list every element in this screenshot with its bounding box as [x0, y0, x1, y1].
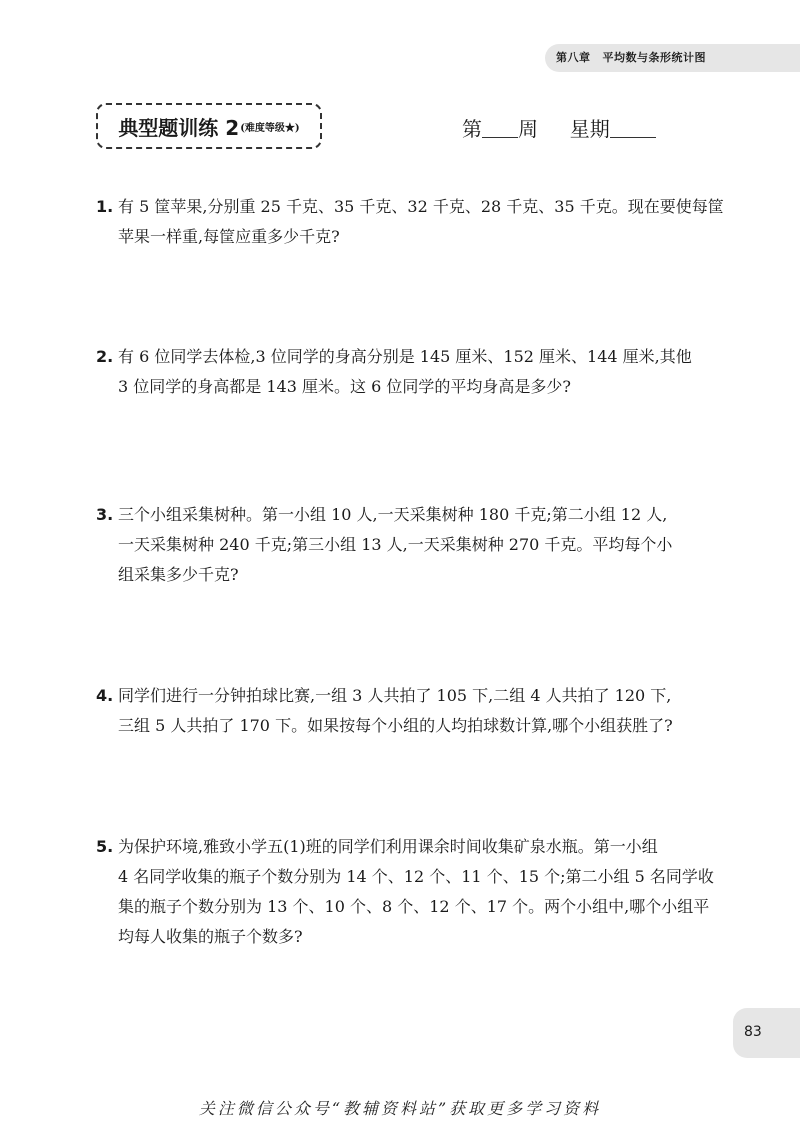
question-number: 3. [96, 505, 114, 524]
question-line: 同学们进行一分钟拍球比赛,一组 3 人共拍了 105 下,二组 4 人共拍了 120 下, [118, 686, 672, 705]
difficulty-label: (难度等级★) [240, 122, 300, 134]
question-line: 组采集多少千克? [118, 565, 239, 584]
question-line: 均每人收集的瓶子个数多? [118, 927, 303, 946]
chapter-topic: 平均数与条形统计图 [602, 51, 706, 64]
question-line: 集的瓶子个数分别为 13 个、10 个、8 个、12 个、17 个。两个小组中,哪个小组平 [118, 897, 710, 916]
footer-note: 关注微信公众号“教辅资料站”获取更多学习资料 [198, 1099, 602, 1118]
question-line: 一天采集树种 240 千克;第三小组 13 人,一天采集树种 270 千克。平均每个小 [118, 535, 673, 554]
question-5 [96, 832, 716, 952]
question-line: 为保护环境,雅致小学五(1)班的同学们利用课余时间收集矿泉水瓶。第一小组 [118, 837, 658, 856]
question-number: 5. [96, 837, 114, 856]
chapter-label: 第八章 [556, 51, 591, 64]
page-number: 83 [744, 1024, 762, 1040]
question-line: 三个小组采集树种。第一小组 10 人,一天采集树种 180 千克;第二小组 12 人, [118, 505, 668, 524]
section-title: 典型题训练 2 [118, 115, 240, 140]
question-3 [96, 500, 716, 590]
week-prefix: 第 [462, 117, 482, 141]
weekday-label: 星期 [569, 117, 610, 141]
week-suffix: 周 [518, 117, 538, 141]
question-line: 4 名同学收集的瓶子个数分别为 14 个、12 个、11 个、15 个;第二小组 5 名同学收 [118, 867, 714, 886]
question-line: 三组 5 人共拍了 170 下。如果按每个小组的人均拍球数计算,哪个小组获胜了? [118, 716, 673, 735]
question-line: 有 5 筐苹果,分别重 25 千克、35 千克、32 千克、28 千克、35 千克。现在要使每筐 [118, 197, 724, 216]
question-4 [96, 681, 716, 741]
question-1 [96, 192, 724, 252]
question-line: 有 6 位同学去体检,3 位同学的身高分别是 145 厘米、152 厘米、144 厘米,其他 [118, 347, 692, 366]
date-fields [462, 113, 656, 142]
week-blank[interactable] [482, 137, 518, 138]
question-line: 3 位同学的身高都是 143 厘米。这 6 位同学的平均身高是多少? [118, 377, 571, 396]
question-2 [96, 342, 716, 402]
question-number: 4. [96, 686, 114, 705]
question-line: 苹果一样重,每筐应重多少千克? [118, 227, 340, 246]
weekday-blank[interactable] [610, 137, 656, 138]
section-title-box [96, 103, 322, 149]
chapter-header [556, 49, 706, 65]
question-number: 2. [96, 347, 114, 366]
question-number: 1. [96, 197, 114, 216]
